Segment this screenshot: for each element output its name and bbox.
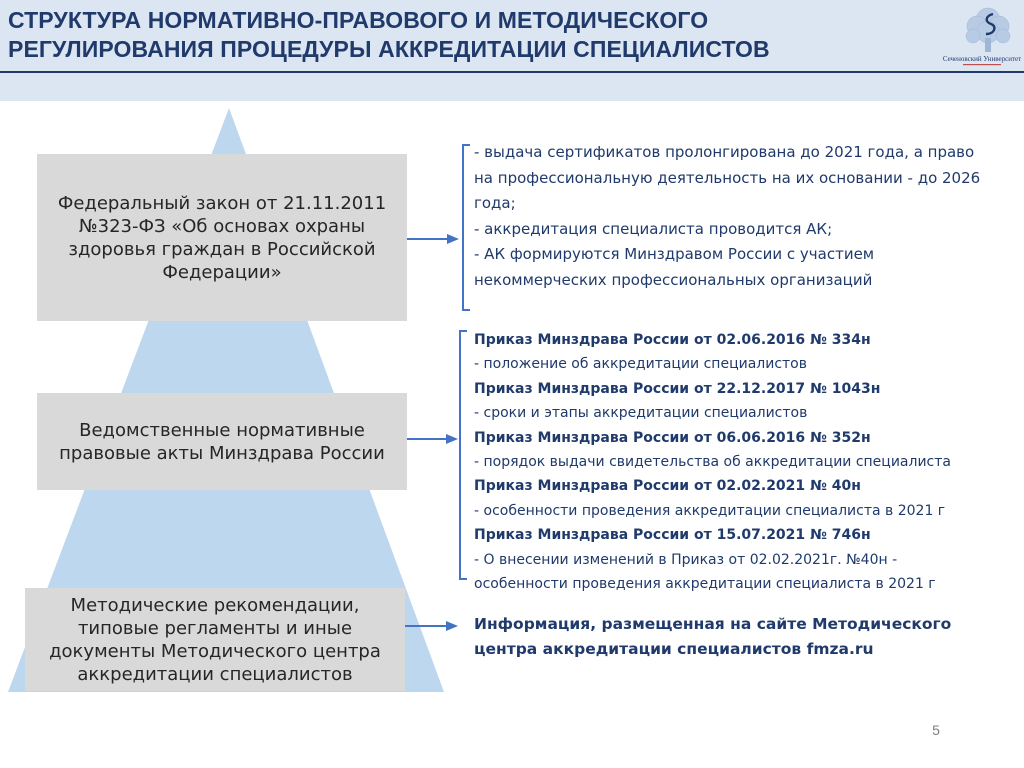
- order-title: Приказ Минздрава России от 22.12.2017 № 1043н: [474, 380, 881, 397]
- arrow-level-1: [407, 234, 459, 244]
- detail-line: на профессиональную деятельность на их основании - до 2026: [474, 168, 981, 187]
- order-title: Приказ Минздрава России от 06.06.2016 № 352н: [474, 429, 871, 446]
- detail-line: - аккредитация специалиста проводится АК;: [474, 219, 833, 238]
- level-3-line: аккредитации специалистов: [77, 663, 353, 685]
- arrow-level-2: [407, 434, 458, 444]
- order-description: особенности проведения аккредитации специалиста в 2021 г: [474, 576, 936, 593]
- order-title: Приказ Минздрава России от 02.06.2016 № 334н: [474, 332, 871, 348]
- order-title: Приказ Минздрава России от 15.07.2021 № 746н: [474, 527, 871, 544]
- details-ministry-orders: [474, 328, 1019, 596]
- level-2-line: правовые акты Минздрава России: [59, 442, 385, 464]
- level-3-line: документы Методического центра: [49, 640, 381, 662]
- level-1-line: №323-ФЗ «Об основах охраны: [78, 215, 366, 237]
- level-box-federal-law: [37, 154, 407, 321]
- level-1-line: здоровья граждан в Российской: [68, 238, 376, 260]
- detail-line: центра аккредитации специалистов fmza.ru: [474, 640, 874, 658]
- level-1-line: Федерации»: [162, 261, 282, 283]
- level-box-ministry-acts: [37, 393, 407, 490]
- order-title: Приказ Минздрава России от 02.02.2021 № 40н: [474, 478, 861, 495]
- level-3-line: Методические рекомендации,: [70, 594, 360, 616]
- detail-line: года;: [474, 194, 516, 213]
- bracket-details-2: [459, 330, 467, 580]
- bracket-details-1: [462, 144, 470, 311]
- order-description: - О внесении изменений в Приказ от 02.02.2021г. №40н -: [474, 551, 898, 568]
- details-federal-law: [474, 140, 1019, 294]
- detail-line: - АК формируются Минздравом России с участием: [474, 245, 875, 264]
- title-line-1: СТРУКТУРА НОРМАТИВНО-ПРАВОВОГО И МЕТОДИЧЕСКОГО: [8, 7, 709, 33]
- detail-line: - выдача сертификатов пролонгирована до 2021 года, а право: [474, 143, 975, 161]
- level-1-line: Федеральный закон от 21.11.2011: [57, 192, 387, 214]
- order-description: - положение об аккредитации специалистов: [474, 356, 807, 373]
- order-description: - сроки и этапы аккредитации специалистов: [474, 405, 808, 422]
- detail-line: Информация, размещенная на сайте Методического: [474, 615, 952, 633]
- page-number: 5: [932, 722, 940, 738]
- order-description: - особенности проведения аккредитации специалиста в 2021 г: [474, 502, 946, 519]
- title-line-2: РЕГУЛИРОВАНИЯ ПРОЦЕДУРЫ АККРЕДИТАЦИИ СПЕЦИАЛИСТОВ: [8, 36, 770, 62]
- detail-line: некоммерческих профессиональных организаций: [474, 270, 873, 289]
- order-description: - порядок выдачи свидетельства об аккредитации специалиста: [474, 454, 951, 471]
- logo-caption: Сеченовский Университет: [942, 55, 1022, 63]
- level-3-line: типовые регламенты и иные: [77, 617, 353, 639]
- level-2-line: Ведомственные нормативные: [79, 419, 365, 441]
- details-methodical-center: [474, 612, 1019, 662]
- level-box-methodical-docs: [25, 588, 405, 691]
